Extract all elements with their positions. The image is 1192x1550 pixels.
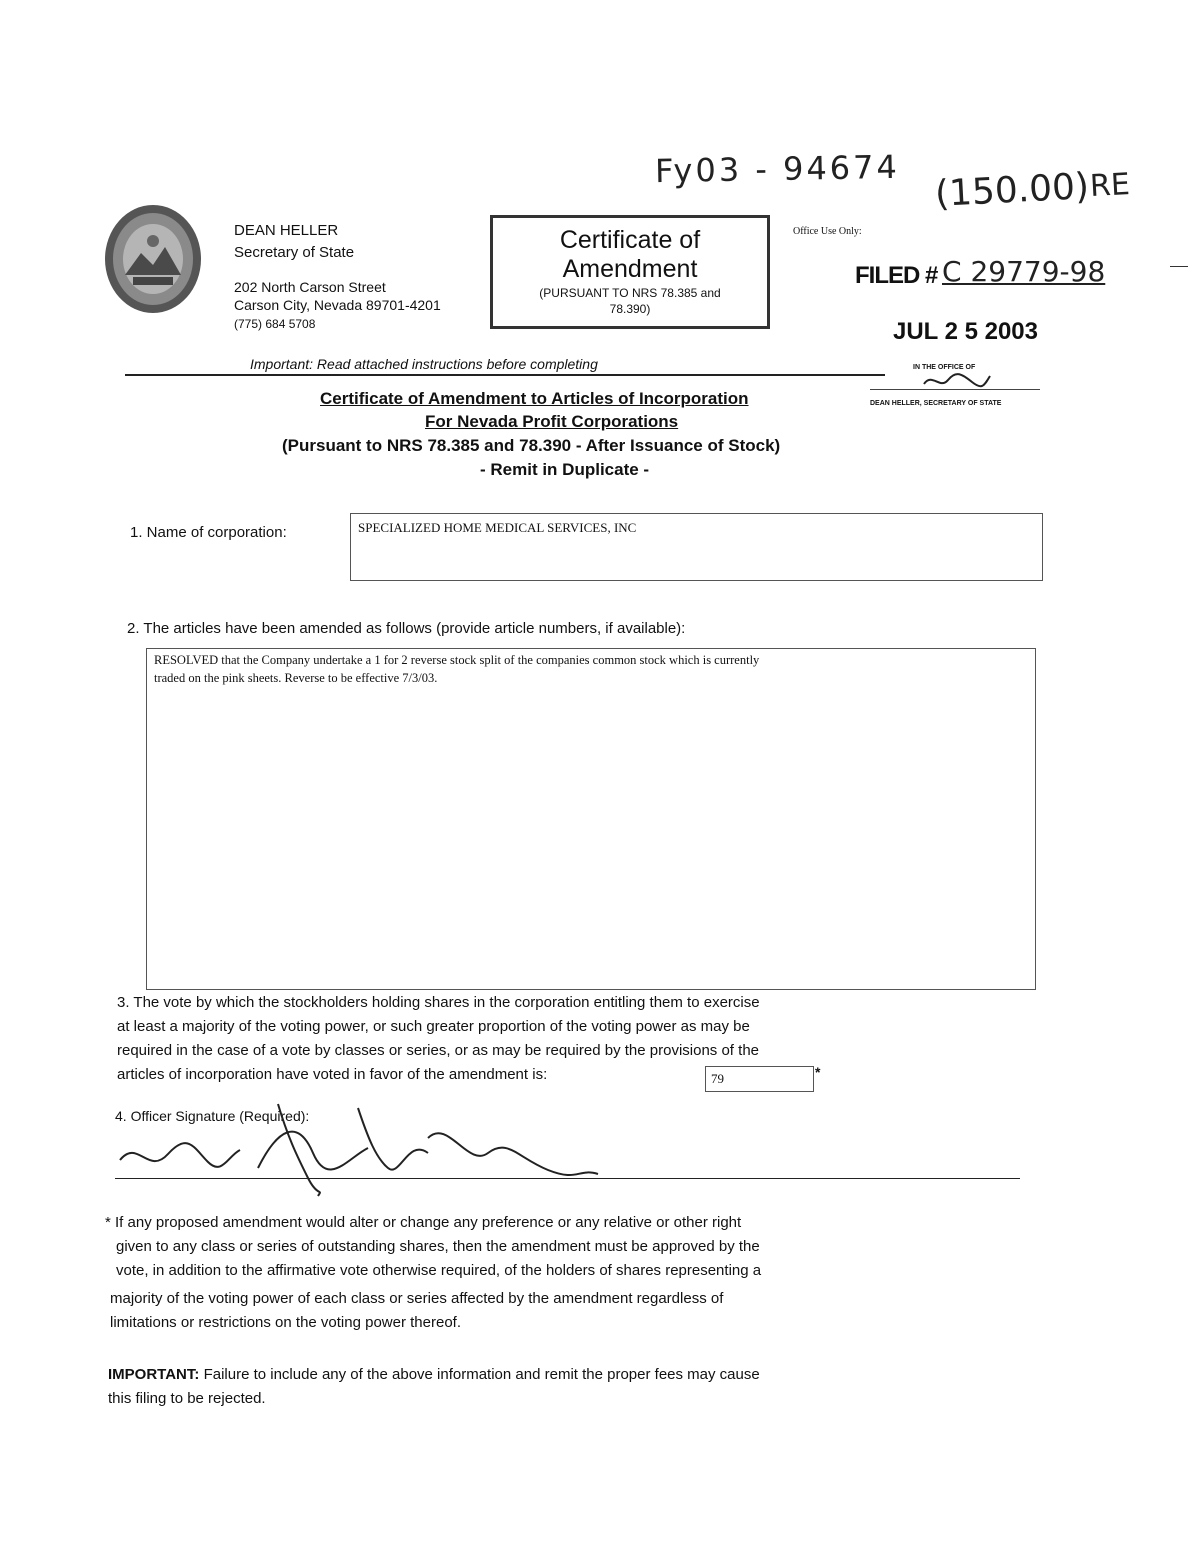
header-rule bbox=[125, 374, 885, 376]
amendment-line2: traded on the pink sheets. Reverse to be effective 7/3/03. bbox=[154, 671, 438, 685]
heading-line4: - Remit in Duplicate - bbox=[480, 460, 650, 479]
footnote-line2: given to any class or series of outstanding shares, then the amendment must be approved by the bbox=[116, 1238, 760, 1255]
stamp-line1: IN THE OFFICE OF bbox=[913, 364, 976, 371]
section1-label: 1. Name of corporation: bbox=[130, 524, 287, 541]
handwritten-fee: (150.00) bbox=[934, 165, 1091, 216]
stamp-line2: DEAN HELLER, SECRETARY OF STATE bbox=[870, 400, 1002, 407]
agency-title: Secretary of State bbox=[234, 244, 355, 261]
heading-line1: Certificate of Amendment to Articles of Incorporation bbox=[320, 389, 749, 408]
heading-line3: (Pursuant to NRS 78.385 and 78.390 - After Issuance of Stock) bbox=[282, 436, 781, 455]
corporation-name-value: SPECIALIZED HOME MEDICAL SERVICES, INC bbox=[358, 520, 637, 535]
margin-mark bbox=[1170, 266, 1188, 267]
handwritten-initials: RE bbox=[1089, 166, 1131, 205]
section3-line1: 3. The vote by which the stockholders holding shares in the corporation entitling them to exercise bbox=[117, 994, 760, 1011]
footnote-line1: * If any proposed amendment would alter or change any preference or any relative or other right bbox=[105, 1214, 742, 1231]
section3-line2: at least a majority of the voting power, or such greater proportion of the voting power as may be bbox=[117, 1018, 750, 1035]
agency-city: Carson City, Nevada 89701-4201 bbox=[234, 297, 441, 313]
vote-field[interactable] bbox=[705, 1066, 814, 1092]
state-seal-icon bbox=[103, 203, 203, 315]
section2-label: 2. The articles have been amended as follows (provide article numbers, if available): bbox=[127, 620, 686, 637]
vote-value: 79 bbox=[711, 1071, 724, 1086]
officer-signature bbox=[108, 1098, 608, 1198]
corporation-name-field[interactable] bbox=[350, 513, 1043, 581]
important-notice bbox=[108, 1366, 760, 1383]
signature-line bbox=[115, 1178, 1020, 1179]
filed-number: C 29779-98 bbox=[942, 255, 1106, 288]
filed-date: JUL 2 5 2003 bbox=[893, 318, 1038, 345]
agency-name: DEAN HELLER bbox=[234, 222, 339, 239]
important-line2: this filing to be rejected. bbox=[108, 1390, 266, 1407]
amendment-text-field[interactable] bbox=[146, 648, 1036, 990]
section3-line4: articles of incorporation have voted in favor of the amendment is: bbox=[117, 1066, 548, 1083]
important-line1: Failure to include any of the above information and remit the proper fees may cause bbox=[203, 1366, 760, 1383]
amendment-line1: RESOLVED that the Company undertake a 1 for 2 reverse stock split of the companies common stock which is currently bbox=[154, 653, 760, 667]
instructions-note: Important: Read attached instructions before completing bbox=[250, 356, 598, 372]
title-box-line2: Amendment bbox=[562, 255, 698, 283]
filed-label: FILED # bbox=[855, 262, 938, 289]
office-use-label: Office Use Only: bbox=[793, 226, 862, 237]
footnote-line4: majority of the voting power of each class or series affected by the amendment regardless of bbox=[110, 1290, 724, 1307]
title-box-line3: (PURSUANT TO NRS 78.385 and bbox=[539, 286, 721, 300]
title-box bbox=[490, 215, 770, 329]
important-label: IMPORTANT: bbox=[108, 1366, 200, 1383]
vote-asterisk: * bbox=[815, 1064, 821, 1080]
section4-label: 4. Officer Signature (Required): bbox=[115, 1108, 310, 1124]
agency-phone: (775) 684 5708 bbox=[234, 317, 316, 331]
title-box-line4: 78.390) bbox=[609, 302, 651, 316]
stamp-rule bbox=[870, 389, 1040, 390]
footnote-line5: limitations or restrictions on the voting power thereof. bbox=[110, 1314, 461, 1331]
agency-street: 202 North Carson Street bbox=[234, 279, 386, 295]
footnote-line3: vote, in addition to the affirmative vote otherwise required, of the holders of shares representing a bbox=[116, 1262, 762, 1279]
heading-line2: For Nevada Profit Corporations bbox=[425, 412, 679, 431]
handwritten-file-number: Fy03 - 94674 bbox=[654, 147, 901, 191]
section3-line3: required in the case of a vote by classes or series, or as may be required by the provisions of the bbox=[117, 1042, 759, 1059]
title-box-line1: Certificate of bbox=[559, 226, 701, 254]
